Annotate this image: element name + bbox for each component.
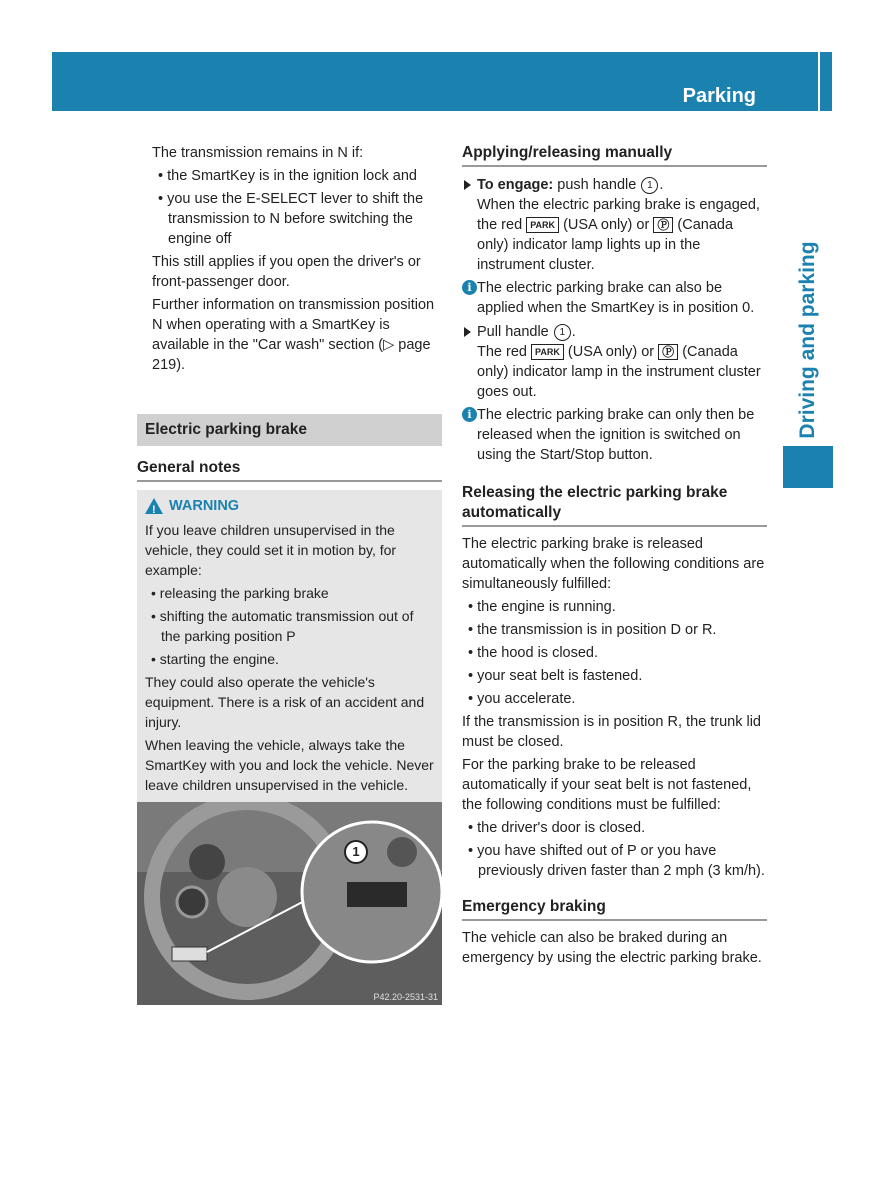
list-item: • the driver's door is closed. (462, 818, 767, 838)
warning-title-text: WARNING (169, 498, 240, 514)
heading-applying-releasing: Applying/releasing manually (462, 143, 767, 167)
still-applies-text: This still applies if you open the driver's or front-passenger door. (152, 254, 421, 290)
parking-brake-photo (137, 802, 442, 1005)
info-note (462, 405, 767, 465)
image-code: P42.20-2531-31 (373, 992, 438, 1002)
warning-risk: They could also operate the vehicle's equipment. There is a risk of an accident and injury. (145, 674, 425, 730)
engage-step: To engage: push handle 1 . When the electric parking brake is engaged, the red PARK (USA only) or Ⓟ (Canada only) indicator lamp lights up in the instrument cluster. (462, 175, 767, 275)
list-item: • you accelerate. (462, 689, 767, 709)
park-indicator-icon: PARK (526, 217, 559, 233)
list-item: • shifting the automatic transmission out of the parking position P (145, 606, 434, 646)
heading-emergency-braking: Emergency braking (462, 897, 767, 921)
seatbelt-intro: For the parking brake to be released automatically if your seat belt is not fastened, the following conditions must be fulfilled: (462, 757, 752, 813)
info-icon: i (462, 407, 477, 422)
intro-text: The transmission remains in N if: (152, 145, 364, 161)
side-tab-label: Driving and parking (796, 241, 819, 439)
trunk-note: If the transmission is in position R, the trunk lid must be closed. (462, 714, 761, 750)
warning-triangle-icon (145, 498, 163, 514)
engage-label: To engage: (477, 177, 554, 193)
p-indicator-icon: Ⓟ (653, 217, 673, 233)
engage-text: push handle (557, 177, 637, 193)
warning-advice: When leaving the vehicle, always take the SmartKey with you and lock the vehicle. Never leave children unsupervised in the vehicle. (145, 737, 434, 793)
auto-intro: The electric parking brake is released automatically when the following conditions are simultaneously fulfilled: (462, 536, 765, 592)
further-info-text: Further information on transmission position N when operating with a SmartKey is available in the "Car wash" section (▷ page 219). (152, 297, 435, 373)
handle-number: 1 (554, 324, 571, 341)
p-indicator-icon: Ⓟ (658, 344, 678, 360)
list-item: • your seat belt is fastened. (462, 666, 767, 686)
left-column (137, 143, 442, 378)
release-text: Pull handle (477, 324, 549, 340)
list-item: • you have shifted out of P or you have previously driven faster than 2 mph (3 km/h). (462, 841, 767, 881)
handle-number: 1 (641, 177, 658, 194)
warning-box (137, 490, 442, 806)
release-step: Pull handle 1 . The red PARK (USA only) or Ⓟ (Canada only) indicator lamp in the instrument cluster goes out. (462, 322, 767, 402)
list-item: • the transmission is in position D or R. (462, 620, 767, 640)
list-item: • you use the E-SELECT lever to shift the transmission to N before switching the engine off (137, 189, 442, 249)
engage-detail-2: or (636, 217, 650, 233)
info-note (462, 278, 767, 318)
list-item: • starting the engine. (145, 649, 434, 669)
park-indicator-icon: PARK (531, 344, 564, 360)
list-item: • releasing the parking brake (145, 583, 434, 603)
right-column (462, 143, 767, 971)
electric-parking-brake-section (137, 414, 442, 806)
callout-1: 1 (344, 840, 368, 864)
release-detail-2: (USA only) or (567, 344, 655, 360)
page-header (52, 52, 861, 111)
heading-releasing-auto: Releasing the electric parking brake automatically (462, 483, 767, 527)
info-text: The electric parking brake can also be applied when the SmartKey is in position 0. (477, 280, 755, 316)
warning-intro: If you leave children unsupervised in the vehicle, they could set it in motion by, for example: (145, 522, 397, 578)
header-title: Parking (682, 85, 756, 107)
info-icon: i (462, 280, 477, 295)
warning-title (145, 496, 434, 516)
info-text: The electric parking brake can only then be released when the ignition is switched on using the Start/Stop button. (477, 407, 755, 463)
list-item: • the engine is running. (462, 597, 767, 617)
release-detail-1: The red (477, 344, 527, 360)
dashboard-illustration (137, 802, 442, 1005)
engage-detail-3: (Canada only) indicator lamp lights up in the instrument cluster. (477, 217, 734, 273)
list-item: • the SmartKey is in the ignition lock and (137, 166, 442, 186)
engage-detail-1: When the electric parking brake is engaged, the red (477, 197, 760, 233)
section-heading: Electric parking brake (137, 414, 442, 446)
release-detail-3: (Canada only) indicator lamp in the instrument cluster goes out. (477, 344, 761, 400)
usa-only: (USA only) (563, 217, 633, 233)
side-tab-marker (783, 446, 833, 488)
subheading-general-notes: General notes (137, 458, 442, 482)
list-item: • the hood is closed. (462, 643, 767, 663)
header-divider (818, 52, 820, 111)
emergency-text: The vehicle can also be braked during an emergency by using the electric parking brake. (462, 930, 762, 966)
page-number: 129 (834, 88, 861, 105)
